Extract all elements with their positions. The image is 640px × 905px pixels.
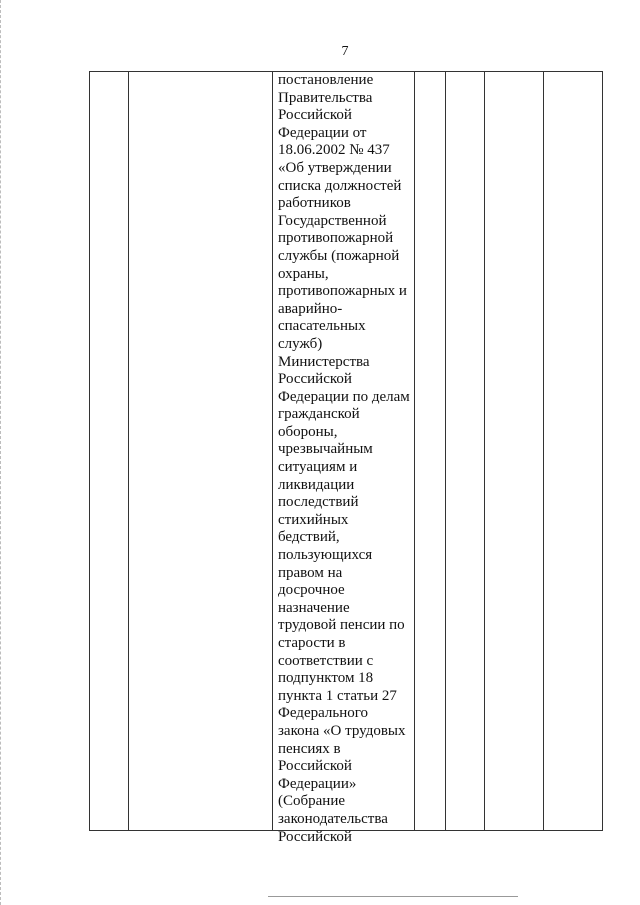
cell-text-line: трудовой пенсии по [278,617,405,634]
scan-bottom-mark [268,896,518,897]
cell-text-line: ситуациям и [278,459,358,476]
cell-text-line: обороны, [278,423,338,440]
cell-text-line: аварийно- [278,300,343,317]
cell-text-line: пенсиях в [278,740,341,757]
cell-text-line: соответствии с [278,652,374,669]
cell-text-line: подпунктом 18 [278,670,374,687]
cell-text-line: стихийных [278,511,349,528]
cell-text-line: служб) [278,335,323,352]
column-divider-6 [543,72,544,830]
cell-text-line: гражданской [278,406,360,423]
cell-text-line: законодательства [278,810,388,827]
cell-text-line: старости в [278,635,346,651]
cell-text-line: закона «О трудовых [278,722,406,739]
cell-text-line: Государственной [278,212,387,229]
cell-text-line: 18.06.2002 № 437 [278,142,390,159]
cell-text-line: назначение [278,599,350,616]
cell-text-line: пользующихся [278,547,373,564]
cell-text-line: (Собрание [278,793,346,810]
page-number: 7 [341,44,349,59]
document-table [89,71,603,845]
cell-text-line: охраны, [278,265,329,282]
cell-text-line: службы (пожарной [278,247,400,264]
column-divider-1 [128,72,129,830]
cell-text-line: противопожарной [278,230,394,247]
cell-text-line: правом на [278,564,343,581]
cell-text-line: спасательных [278,318,366,335]
cell-text-line: Министерства [278,353,370,370]
cell-text-line: бедствий, [278,529,340,546]
cell-text-line: Федерации по делам [278,388,410,405]
column-divider-4 [445,72,446,830]
cell-text-line: Российской [278,828,352,845]
scan-edge-marks [0,0,4,905]
cell-text-line: «Об утверждении [278,159,392,176]
cell-text-line: списка должностей [278,177,402,194]
cell-text-line: Федерации» [278,775,357,792]
cell-text-line: работников [278,195,351,212]
cell-text-line: ликвидации [278,476,355,493]
column-divider-2 [272,72,273,830]
cell-text-line: Федерации от [278,124,367,141]
cell-text-line: постановление [278,72,374,88]
cell-text-line: Российской [278,371,352,388]
column-divider-5 [484,72,485,830]
cell-text-line: противопожарных и [278,283,407,300]
cell-text-line: Федерального [278,705,369,722]
cell-text-line: последствий [278,494,359,511]
cell-text-line: Российской [278,107,352,124]
cell-text-line: Российской [278,758,352,775]
table-cell-text [278,72,418,846]
cell-text-line: Правительства [278,89,373,106]
cell-text-line: чрезвычайным [278,441,373,458]
cell-text-line: досрочное [278,582,345,599]
cell-text-line: пункта 1 статьи 27 [278,687,397,704]
